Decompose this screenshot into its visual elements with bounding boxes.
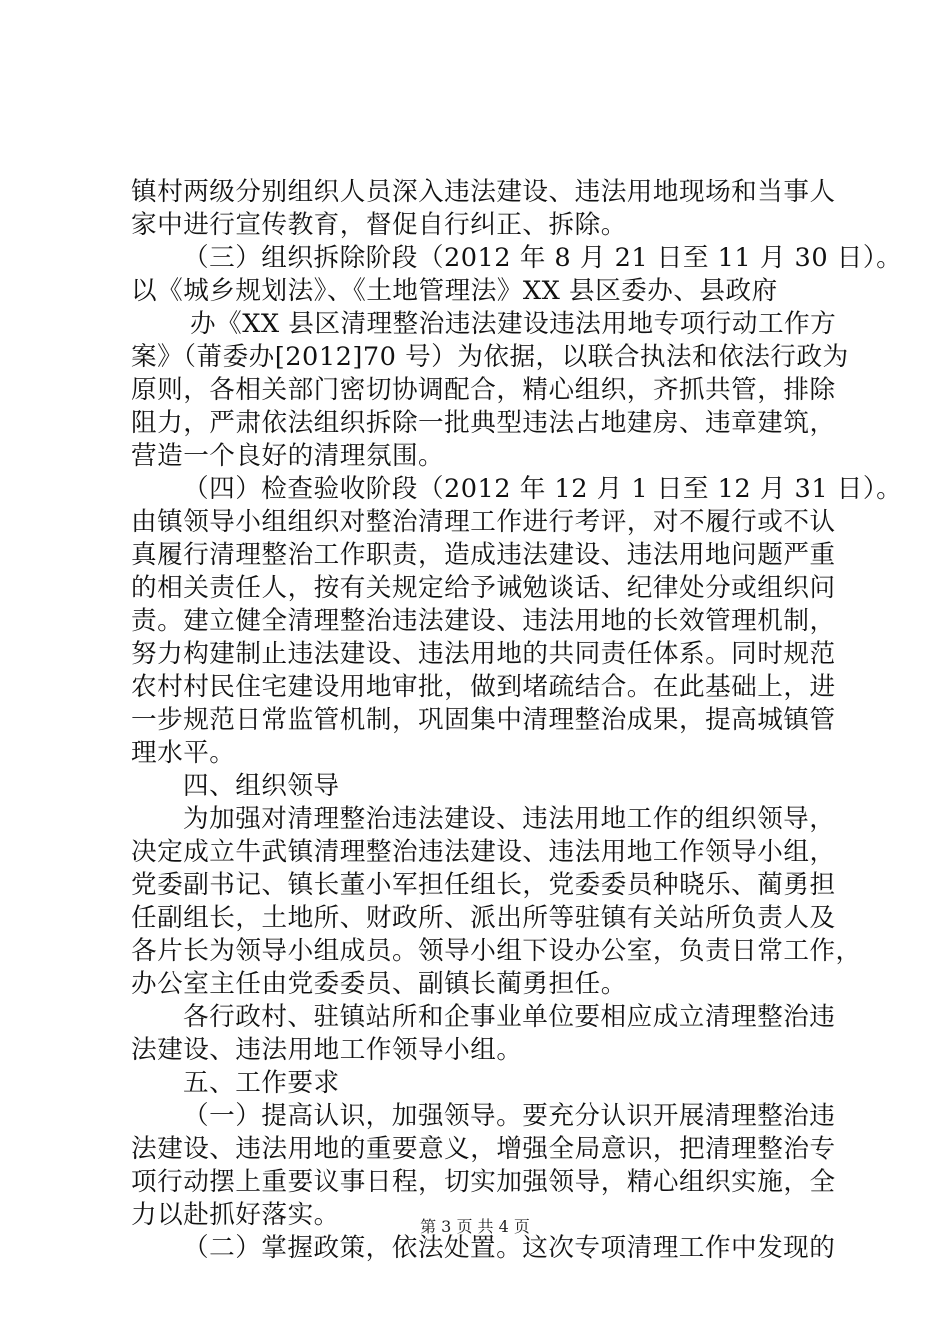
text-line: 任副组长，土地所、财政所、派出所等驻镇有关站所负责人及 [131, 903, 836, 933]
text-line: 理水平。 [131, 738, 236, 768]
text-line: （二）掌握政策，依法处置。这次专项清理工作中发现的 [183, 1233, 836, 1263]
text-line: （三）组织拆除阶段（2012 年 8 月 21 日至 11 月 30 日）。 [183, 243, 903, 273]
text-line: 党委副书记、镇长董小军担任组长，党委委员种晓乐、蔺勇担 [131, 870, 836, 900]
text-line: 一步规范日常监管机制，巩固集中清理整治成果，提高城镇管 [131, 705, 836, 735]
text-line: 原则，各相关部门密切协调配合，精心组织，齐抓共管，排除 [131, 375, 836, 405]
text-line: 农村村民住宅建设用地审批，做到堵疏结合。在此基础上，进 [131, 672, 836, 702]
text-line: 以《城乡规划法》、《土地管理法》XX 县区委办、县政府 [131, 276, 778, 306]
text-line: 案》（莆委办[2012]70 号）为依据，以联合执法和依法行政为 [131, 342, 849, 372]
text-line: 力以赴抓好落实。 [131, 1200, 340, 1230]
text-line: 五、工作要求 [183, 1068, 340, 1098]
text-line: （一）提高认识，加强领导。要充分认识开展清理整治违 [183, 1101, 836, 1131]
text-line: 镇村两级分别组织人员深入违法建设、违法用地现场和当事人 [131, 177, 836, 207]
text-line: 各片长为领导小组成员。领导小组下设办公室，负责日常工作， [131, 936, 862, 966]
text-line: 的相关责任人，按有关规定给予诫勉谈话、纪律处分或组织问 [131, 573, 836, 603]
text-line: 为加强对清理整治违法建设、违法用地工作的组织领导， [183, 804, 836, 834]
page-footer: 第 3 页 共 4 页 [420, 1217, 530, 1236]
text-line: 阻力，严肃依法组织拆除一批典型违法占地建房、违章建筑， [131, 408, 836, 438]
text-line: 责。建立健全清理整治违法建设、违法用地的长效管理机制， [131, 606, 836, 636]
text-line: 办公室主任由党委委员、副镇长蔺勇担任。 [131, 969, 627, 999]
text-line: 法建设、违法用地工作领导小组。 [131, 1035, 523, 1065]
text-line: （四）检查验收阶段（2012 年 12 月 1 日至 12 月 31 日）。 [183, 474, 903, 504]
text-line: 真履行清理整治工作职责，造成违法建设、违法用地问题严重 [131, 540, 836, 570]
text-line: 法建设、违法用地的重要意义，增强全局意识，把清理整治专 [131, 1134, 836, 1164]
text-line: 由镇领导小组组织对整治清理工作进行考评，对不履行或不认 [131, 507, 836, 537]
text-line: 各行政村、驻镇站所和企事业单位要相应成立清理整治违 [183, 1002, 836, 1032]
text-line: 努力构建制止违法建设、违法用地的共同责任体系。同时规范 [131, 639, 836, 669]
text-line: 办《XX 县区清理整治违法建设违法用地专项行动工作方 [190, 309, 837, 339]
text-line: 家中进行宣传教育，督促自行纠正、拆除。 [131, 210, 627, 240]
text-line: 营造一个良好的清理氛围。 [131, 441, 445, 471]
text-line: 四、组织领导 [183, 771, 340, 801]
text-line: 决定成立牛武镇清理整治违法建设、违法用地工作领导小组， [131, 837, 836, 867]
document-body [131, 176, 903, 1265]
text-line: 项行动摆上重要议事日程，切实加强领导，精心组织实施，全 [131, 1167, 836, 1197]
